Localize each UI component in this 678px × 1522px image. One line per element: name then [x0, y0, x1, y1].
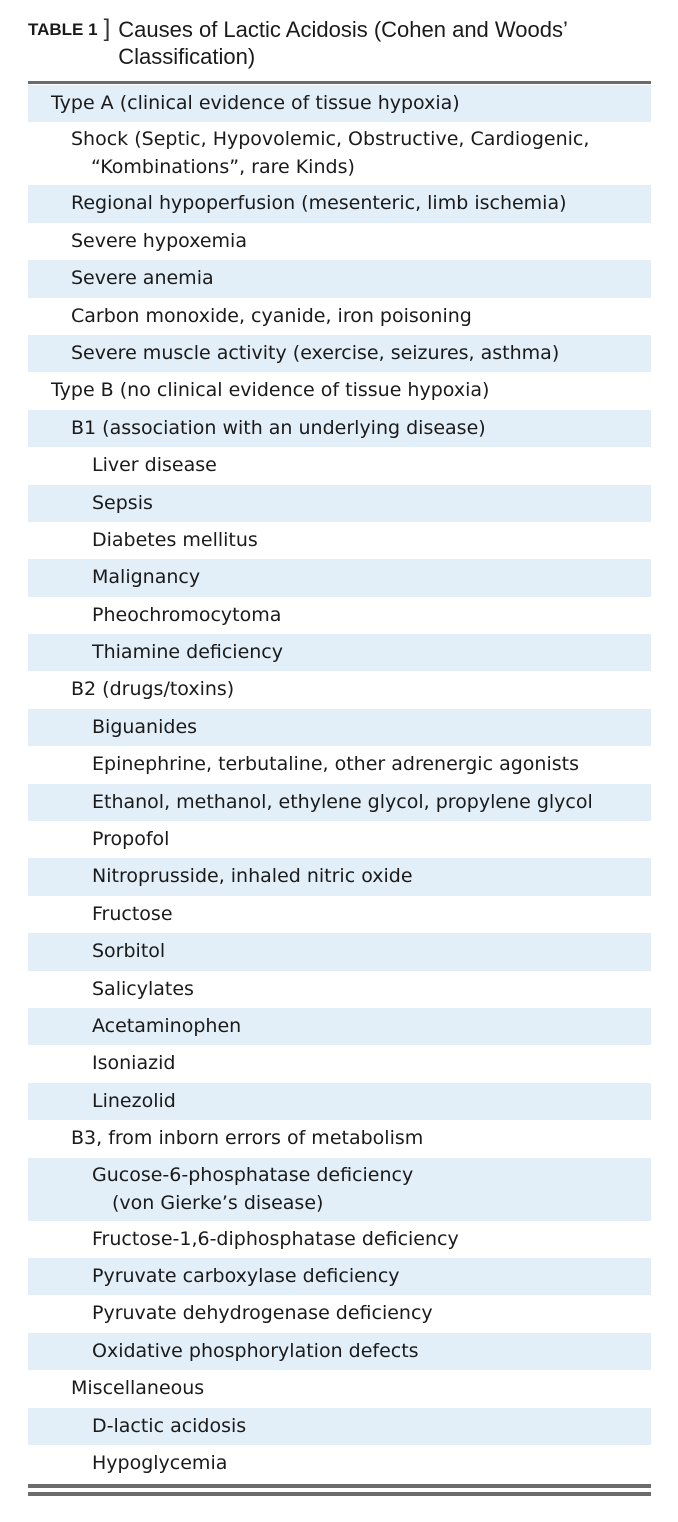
row-text: Diabetes mellitus [92, 528, 258, 551]
row-text: Hypoglycemia [92, 1451, 228, 1474]
table-row [28, 1221, 651, 1258]
row-text: Type B (no clinical evidence of tissue hypoxia) [51, 379, 490, 402]
row-text-continuation: (von Gierke’s disease) [112, 1191, 324, 1214]
row-text: B2 (drugs/toxins) [71, 678, 235, 701]
table-container [28, 0, 651, 1474]
table-row [28, 821, 651, 858]
row-text: Oxidative phosphorylation defects [92, 1339, 419, 1362]
row-text: Severe hypoxemia [71, 229, 247, 252]
table-row [28, 671, 651, 708]
row-text: D-lactic acidosis [92, 1414, 247, 1437]
row-text: Isoniazid [92, 1052, 176, 1075]
table-row [28, 298, 651, 335]
table-row [28, 597, 651, 634]
caption-bracket: ] [103, 15, 111, 42]
table-row [28, 1258, 651, 1295]
table-row [28, 709, 651, 746]
table-body [28, 85, 651, 1482]
row-text: Epinephrine, terbutaline, other adrenergic agonists [92, 753, 579, 776]
table-row [28, 858, 651, 895]
row-text: Pheochromocytoma [92, 603, 282, 626]
row-text: Miscellaneous [71, 1377, 205, 1400]
row-text: Sorbitol [92, 940, 166, 963]
row-text: Regional hypoperfusion (mesenteric, limb ischemia) [71, 192, 567, 215]
table-row [28, 1120, 651, 1157]
table-row [28, 559, 651, 596]
table-row [28, 896, 651, 933]
row-text: Acetaminophen [92, 1014, 242, 1037]
row-text: Sepsis [92, 491, 153, 514]
top-rule [28, 81, 651, 84]
row-text: Linezolid [92, 1089, 176, 1112]
table-row [28, 1333, 651, 1370]
table-row [28, 1295, 651, 1332]
table-row [28, 260, 651, 297]
table-row [28, 223, 651, 260]
table-row [28, 122, 651, 185]
row-text: Severe muscle activity (exercise, seizures, asthma) [71, 341, 560, 364]
table-row [28, 335, 651, 372]
row-text: Pyruvate dehydrogenase deficiency [92, 1302, 433, 1325]
row-text: Liver disease [92, 454, 217, 477]
row-text: B3, from inborn errors of metabolism [71, 1127, 424, 1150]
table-row [28, 185, 651, 222]
row-text: Type A (clinical evidence of tissue hypoxia) [51, 92, 460, 114]
row-text: Severe anemia [71, 267, 214, 290]
table-label: TABLE 1 [28, 20, 98, 39]
row-text: Fructose [92, 902, 173, 925]
table-row [28, 1158, 651, 1221]
table-row [28, 85, 651, 122]
table-row [28, 933, 651, 970]
row-text: Pyruvate carboxylase deficiency [92, 1264, 400, 1287]
table-row [28, 1083, 651, 1120]
row-text: Nitroprusside, inhaled nitric oxide [92, 865, 413, 888]
row-text: Shock (Septic, Hypovolemic, Obstructive, Cardiogenic, [71, 128, 590, 151]
bottom-rule-double [28, 1492, 651, 1496]
table-row [28, 1370, 651, 1407]
table-row [28, 1008, 651, 1045]
table-title: Causes of Lactic Acidosis (Cohen and Woods’ Classification) [118, 17, 568, 69]
row-text: Salicylates [92, 977, 194, 1000]
row-text: Malignancy [92, 566, 201, 589]
table-row [28, 1045, 651, 1082]
row-text-continuation: “Kombinations”, rare Kinds) [91, 156, 355, 179]
row-text: Ethanol, methanol, ethylene glycol, propylene glycol [92, 790, 593, 813]
row-text: Propofol [92, 828, 170, 851]
table-row [28, 372, 651, 409]
row-text: Biguanides [92, 715, 198, 738]
row-text: B1 (association with an underlying disease) [71, 416, 486, 439]
table-caption [28, 0, 651, 72]
table-row [28, 971, 651, 1008]
bottom-rule [28, 1484, 651, 1488]
table-row [28, 1445, 651, 1482]
table-row [28, 784, 651, 821]
row-text: Carbon monoxide, cyanide, iron poisoning [71, 304, 472, 327]
table-row [28, 1408, 651, 1445]
table-row [28, 746, 651, 783]
row-text: Thiamine deficiency [92, 641, 283, 664]
row-text: Fructose-1,6-diphosphatase deficiency [92, 1227, 459, 1250]
table-row [28, 634, 651, 671]
table-row [28, 447, 651, 484]
row-text: Gucose-6-phosphatase deficiency [92, 1163, 414, 1186]
table-row [28, 410, 651, 447]
table-row [28, 485, 651, 522]
table-row [28, 522, 651, 559]
